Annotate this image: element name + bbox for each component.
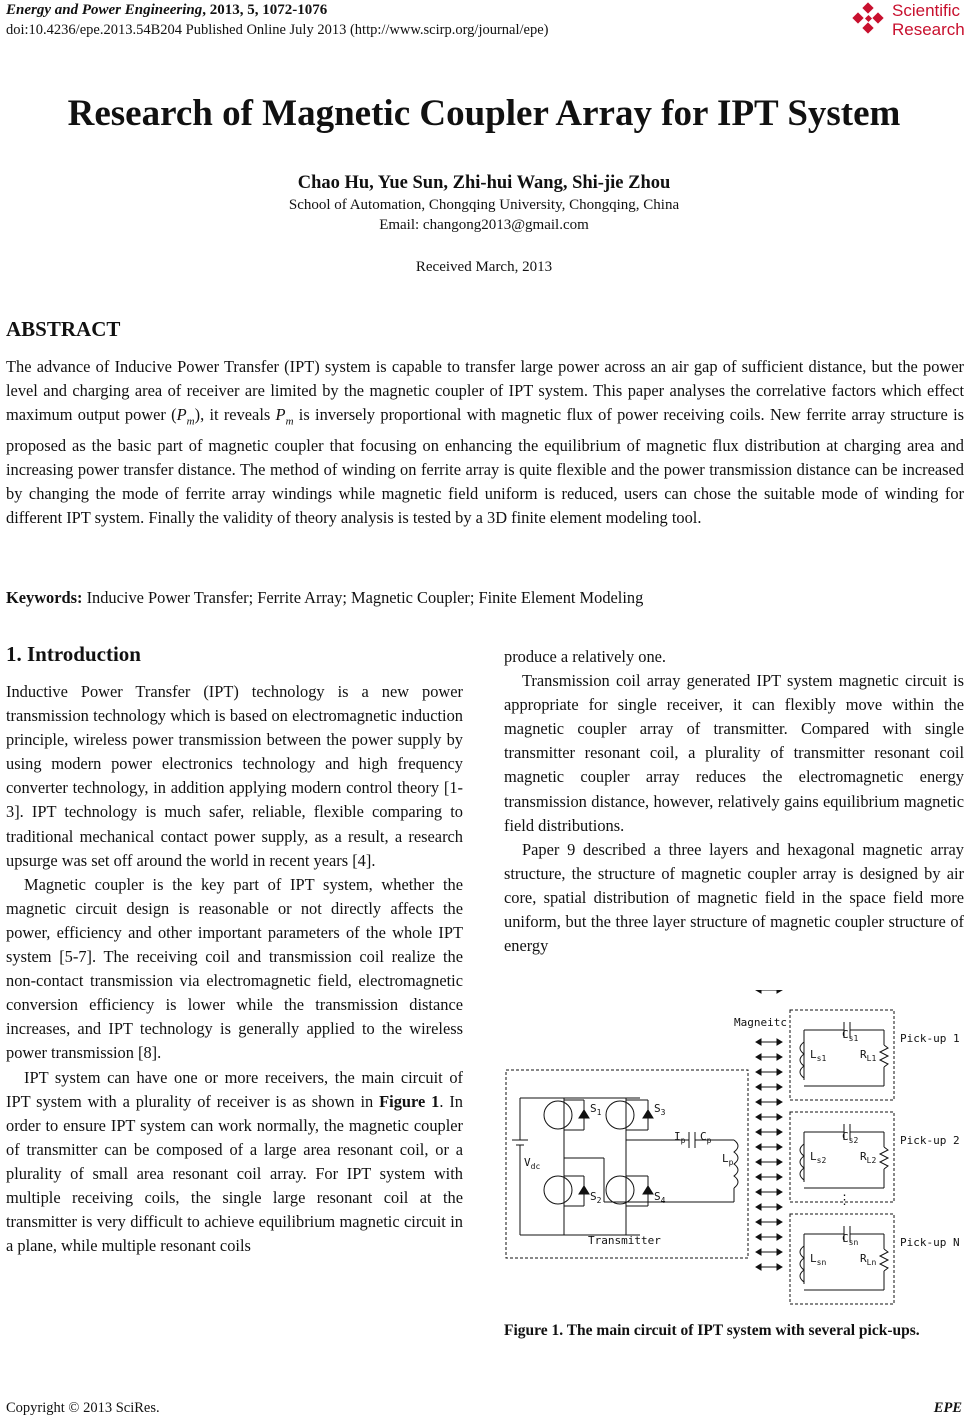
logo-mark-icon [850, 0, 890, 40]
svg-text:Ls2: $L_{s2}$ [810, 1150, 827, 1165]
label-pickup-1: Pick-up 1 [900, 1032, 960, 1045]
copyright-footer: Copyright © 2013 SciRes. [6, 1400, 160, 1416]
volume-info: , 2013, 5, 1072-1076 [202, 2, 328, 18]
author-email: Email: changong2013@gmail.com [379, 217, 589, 233]
label-pickup-2: Pick-up 2 [900, 1134, 960, 1147]
journal-abbr-footer: EPE [933, 1400, 962, 1416]
doi-line: doi:10.4236/epe.2013.54B204 Published Online July 2013 (http://www.scirp.org/journal/epe) [6, 22, 549, 38]
svg-text:Csn: $C_{sn}$ [842, 1232, 859, 1247]
section-heading: 1. Introduction [6, 642, 141, 666]
publisher-logo [850, 0, 968, 42]
affiliation: School of Automation, Chongqing University, Chongqing, China [288, 197, 680, 213]
svg-text:Lp: $L_p$ [722, 1152, 734, 1167]
figure-caption: Figure 1. The main circuit of IPT system with several pick-ups. [504, 1322, 920, 1339]
svg-text:Lsn: $L_{sn}$ [810, 1252, 827, 1267]
keywords-label: Keywords: [6, 588, 83, 607]
figure-ref[interactable]: Figure 1 [379, 1091, 440, 1111]
paper-authors: Chao Hu, Yue Sun, Zhi-hui Wang, Shi-jie Zhou [297, 173, 671, 193]
svg-text:Ip: $I_p$ [674, 1130, 686, 1145]
intro-paragraph-1: Inductive Power Transfer (IPT) technology is a new power transmission technology which is based on electromagnetic induction principle, wireless power transmission between the power supply by using modern power electronics technology and high frequency converter technology, in addition applying modern control theory [1-3]. IPT technology is much safer, reliable, flexible comparing to traditional mechanical contact power supply, as a result, a research upsurge was set off around the world in recent years [4]. [6, 682, 463, 870]
magnetic-field-arrows [756, 990, 782, 1270]
svg-text:S1: $S_1$ [590, 1102, 602, 1117]
figure-1 [504, 990, 966, 1310]
received-date: Received March, 2013 [415, 259, 553, 275]
right-column [504, 645, 964, 958]
paper-title: Research of Magnetic Coupler Array for IPT System [67, 93, 901, 134]
intro-paragraph-3: IPT system can have one or more receivers, the main circuit of IPT system with a plurality of receiver is as shown in Figure 1. In order to ensure IPT system can work normally, the magnetic coupler of transmitter can be composed of a large area resonant coil, or a plurality of small area resonant coil array. For IPT system with multiple receiving coils, the single large resonant coil at the transmitter is very difficult to achieve equilibrium magnetic circuit in a plane, while multiple resonant coils [6, 1067, 463, 1256]
label-pickup-n: Pick-up N [900, 1236, 960, 1249]
intro-paragraph-5: Paper 9 described a three layers and hexagonal magnetic array structure, the structure of magnetic coupler array is designed by air core, spatial distribution of magnetic field in the space field more uniform, but the three layer structure of magnetic coupler structure of energy [504, 839, 964, 956]
label-transmitter: Transmitter [588, 1234, 661, 1247]
intro-paragraph-4: Transmission coil array generated IPT system magnetic circuit is appropriate for single receiver, it can flexibly move within the magnetic coupler array of transmitter. Compared with single transmitter resonant coil, a plurality of transmitter resonant coil magnetic coupler array reduces the electromagnetic energy transmission distance, however, relatively gains equilibrium magnetic field distributions. [504, 671, 964, 835]
svg-text:RL2: $R_{L2}$ [860, 1150, 877, 1165]
logo-text: Scientific Research [892, 1, 965, 39]
svg-text:Ls1: $L_{s1}$ [810, 1048, 827, 1063]
keywords [6, 588, 964, 608]
ellipsis-dots: ⋮ [838, 1193, 851, 1208]
svg-text:RLn: $R_{Ln}$ [860, 1252, 877, 1267]
svg-text:Vdc: $V_{dc}$ [524, 1156, 541, 1171]
label-magnetic: Magneitc [734, 1016, 787, 1029]
abstract-body: The advance of Inducive Power Transfer (IPT) system is capable to transfer large power across an air gap of sufficient distance, but the power level and charging area of receiver are limited by the magnetic coupler of IPT system. This paper analyses the correlative factors which effect maximum output power $(P_m)$, it reveals $P_m$ is inversely proportional with magnetic flux of power receiving coils. New ferrite array structure is proposed as the basic part of magnetic coupler that focusing on enhancing the equilibrium of magnetic flux distribution at charging area and increasing power transfer distance. The method of winding on ferrite array is quite flexible and the power transmission distance can be increased by changing the mode of ferrite array windings while magnetic field uniform is reduced, users can chose the suitable mode of winding for different IPT system. Finally the validity of theory analysis is tested by a 3D finite element modeling tool. [6, 357, 964, 527]
svg-text:Cs2: $C_{s2}$ [842, 1130, 859, 1145]
svg-text:RL1: $R_{L1}$ [860, 1048, 877, 1063]
svg-text:Cs1: $C_{s1}$ [842, 1028, 859, 1043]
keywords-list: Inducive Power Transfer; Ferrite Array; Magnetic Coupler; Finite Element Modeling [82, 588, 644, 607]
left-column [6, 680, 463, 1258]
intro-paragraph-continued: produce a relatively one. [504, 647, 667, 666]
journal-citation [6, 2, 327, 19]
intro-paragraph-2: Magnetic coupler is the key part of IPT system, whether the magnetic circuit design is reasonable or not directly affects the power, efficiency and other important parameters of the whole IPT system [5-7]. The receiving coil and transmission coil realize the non-contact transmission via electromagnetic field, electromagnetic conversion efficiency is lower while the transmission distance increases, and IPT technology is generally applied to the wireless power transmission [8]. [6, 874, 463, 1063]
svg-text:S2: $S_2$ [590, 1190, 602, 1205]
svg-text:S3: $S_3$ [654, 1102, 666, 1117]
journal-name: Energy and Power Engineering [6, 2, 203, 18]
svg-text:Cp: $C_p$ [700, 1130, 712, 1145]
circuit-diagram [504, 990, 966, 1310]
abstract-heading: ABSTRACT [6, 317, 121, 341]
svg-text:S4: $S_4$ [654, 1190, 666, 1205]
